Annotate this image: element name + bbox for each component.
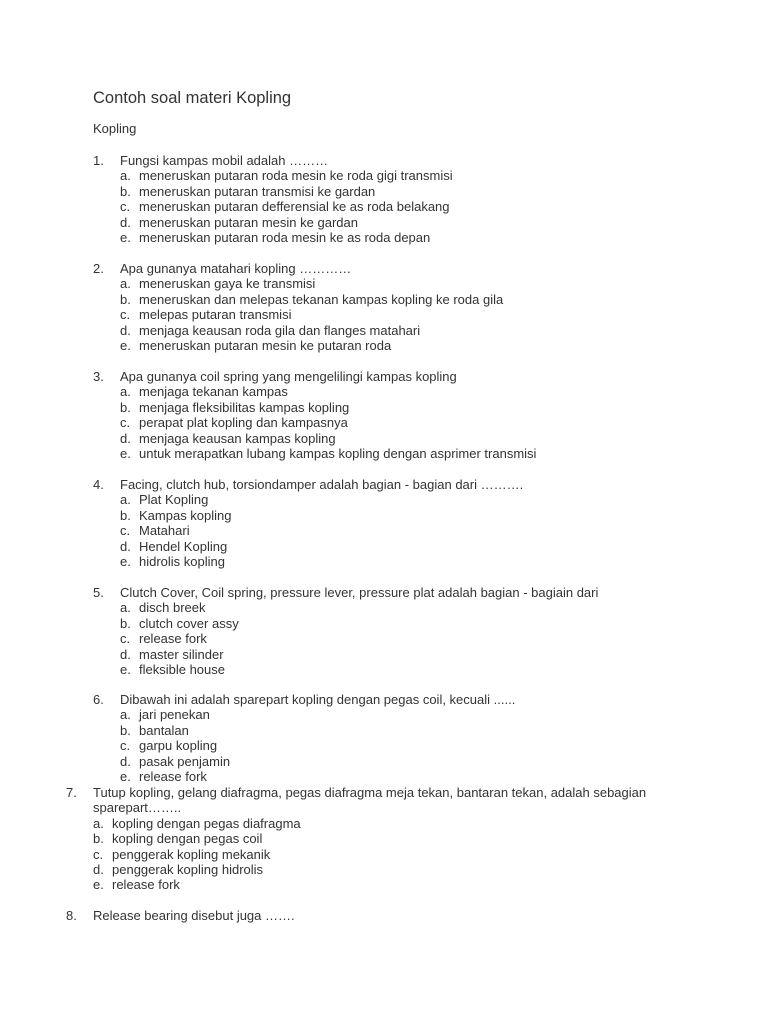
option-text: release fork — [112, 877, 180, 893]
option-d — [120, 215, 733, 230]
question-number: 4. — [93, 477, 104, 492]
option-letter: a. — [120, 384, 131, 400]
option-c — [120, 523, 733, 538]
option-text: menjaga tekanan kampas — [139, 384, 288, 400]
option-a — [120, 492, 733, 507]
option-a — [120, 384, 733, 399]
option-letter: d. — [120, 538, 131, 554]
option-letter: b. — [120, 507, 131, 523]
option-letter: e. — [120, 338, 131, 354]
option-d — [120, 539, 733, 554]
option-text: menjaga keausan roda gila dan flanges matahari — [139, 322, 421, 338]
option-text: pasak penjamin — [139, 753, 231, 769]
option-text: penggerak kopling hidrolis — [112, 862, 264, 878]
option-list — [93, 276, 733, 353]
option-e — [120, 769, 733, 784]
option-letter: d. — [120, 430, 131, 446]
option-letter: b. — [93, 831, 104, 847]
option-a — [120, 600, 733, 615]
question-text: Fungsi kampas mobil adalah ……… — [120, 153, 329, 168]
option-text: release fork — [139, 769, 207, 785]
option-d — [120, 647, 733, 662]
option-letter: d. — [120, 753, 131, 769]
option-letter: b. — [120, 399, 131, 415]
option-text: meneruskan putaran mesin ke gardan — [139, 214, 358, 230]
question-number: 1. — [93, 153, 104, 168]
document-title: Contoh soal materi Kopling — [93, 89, 292, 107]
option-list — [93, 707, 733, 784]
option-letter: c. — [120, 631, 131, 647]
option-text: clutch cover assy — [139, 615, 239, 631]
option-a — [120, 168, 733, 183]
option-text: release fork — [139, 631, 207, 647]
option-text: meneruskan putaran mesin ke putaran roda — [139, 338, 392, 354]
option-letter: c. — [120, 199, 131, 215]
option-text: master silinder — [139, 646, 224, 662]
option-text: Kampas kopling — [139, 507, 232, 523]
question-number: 7. — [66, 785, 77, 800]
option-list — [93, 168, 733, 245]
option-c — [120, 415, 733, 430]
option-e — [120, 446, 733, 461]
section-subtitle: Kopling — [93, 121, 137, 136]
option-text: garpu kopling — [139, 738, 218, 754]
question-text: Clutch Cover, Coil spring, pressure lever, pressure plat adalah bagian - bagiain dari — [120, 585, 599, 600]
option-letter: a. — [120, 168, 131, 184]
question-text: Release bearing disebut juga ……. — [93, 908, 295, 923]
option-letter: d. — [120, 322, 131, 338]
option-letter: d. — [120, 214, 131, 230]
option-text: meneruskan dan melepas tekanan kampas kopling ke roda gila — [139, 291, 504, 307]
option-letter: d. — [93, 862, 104, 878]
option-letter: c. — [120, 415, 131, 431]
option-letter: a. — [120, 492, 131, 508]
option-b — [120, 292, 733, 307]
option-letter: e. — [93, 877, 104, 893]
option-letter: b. — [120, 291, 131, 307]
question-text: Apa gunanya coil spring yang mengelilingi kampas kopling — [120, 369, 457, 384]
option-letter: a. — [120, 707, 131, 723]
option-text: bantalan — [139, 722, 189, 738]
option-letter: e. — [120, 446, 131, 462]
option-e — [120, 230, 733, 245]
question-number: 3. — [93, 369, 104, 384]
option-text: disch breek — [139, 600, 206, 616]
option-text: Matahari — [139, 523, 190, 539]
option-c — [93, 847, 706, 862]
option-letter: b. — [120, 183, 131, 199]
question-number: 8. — [66, 908, 77, 923]
option-text: Plat Kopling — [139, 492, 209, 508]
option-list — [66, 816, 706, 893]
option-letter: c. — [120, 523, 131, 539]
option-text: fleksible house — [139, 662, 225, 678]
option-list — [93, 384, 733, 461]
option-b — [120, 616, 733, 631]
option-text: meneruskan putaran defferensial ke as roda belakang — [139, 199, 450, 215]
option-c — [120, 199, 733, 214]
option-letter: e. — [120, 554, 131, 570]
option-d — [120, 431, 733, 446]
option-letter: e. — [120, 769, 131, 785]
option-b — [120, 400, 733, 415]
option-text: jari penekan — [139, 707, 210, 723]
option-b — [120, 723, 733, 738]
option-d — [120, 323, 733, 338]
question-number: 5. — [93, 585, 104, 600]
option-letter: a. — [120, 276, 131, 292]
option-b — [120, 508, 733, 523]
option-b — [120, 184, 733, 199]
option-letter: a. — [93, 815, 104, 831]
option-text: meneruskan putaran roda mesin ke roda gigi transmisi — [139, 168, 453, 184]
option-text: melepas putaran transmisi — [139, 307, 292, 323]
option-list — [93, 492, 733, 569]
option-letter: d. — [120, 646, 131, 662]
question-5 — [93, 585, 733, 677]
option-letter: a. — [120, 600, 131, 616]
option-b — [93, 831, 706, 846]
option-letter: c. — [120, 307, 131, 323]
option-e — [93, 877, 706, 892]
option-letter: c. — [120, 738, 131, 754]
question-3 — [93, 369, 733, 461]
option-c — [120, 307, 733, 322]
option-text: menjaga fleksibilitas kampas kopling — [139, 399, 350, 415]
option-letter: b. — [120, 615, 131, 631]
option-text: meneruskan gaya ke transmisi — [139, 276, 316, 292]
question-1 — [93, 153, 733, 245]
option-e — [120, 662, 733, 677]
option-e — [120, 554, 733, 569]
option-text: menjaga keausan kampas kopling — [139, 430, 336, 446]
question-7 — [66, 785, 706, 893]
option-letter: c. — [93, 846, 104, 862]
option-c — [120, 738, 733, 753]
question-text: Dibawah ini adalah sparepart kopling dengan pegas coil, kecuali ...... — [120, 692, 516, 707]
option-text: meneruskan putaran transmisi ke gardan — [139, 183, 376, 199]
option-text: Hendel Kopling — [139, 538, 228, 554]
question-2 — [93, 261, 733, 353]
option-text: penggerak kopling mekanik — [112, 846, 271, 862]
option-a — [120, 276, 733, 291]
option-text: untuk merapatkan lubang kampas kopling dengan asprimer transmisi — [139, 446, 537, 462]
question-8 — [66, 908, 706, 923]
option-letter: e. — [120, 230, 131, 246]
option-c — [120, 631, 733, 646]
option-text: kopling dengan pegas coil — [112, 831, 263, 847]
option-d — [93, 862, 706, 877]
question-text: Tutup kopling, gelang diafragma, pegas diafragma meja tekan, bantaran tekan, adalah sebagian sparepart…….. — [93, 785, 647, 816]
option-text: hidrolis kopling — [139, 554, 225, 570]
option-text: perapat plat kopling dan kampasnya — [139, 415, 348, 431]
option-a — [93, 816, 706, 831]
question-6 — [93, 692, 733, 784]
option-e — [120, 338, 733, 353]
option-text: kopling dengan pegas diafragma — [112, 815, 301, 831]
question-number: 6. — [93, 692, 104, 707]
option-letter: b. — [120, 722, 131, 738]
option-list — [93, 600, 733, 677]
question-number: 2. — [93, 261, 104, 276]
question-4 — [93, 477, 733, 569]
option-a — [120, 707, 733, 722]
question-text: Facing, clutch hub, torsiondamper adalah bagian - bagian dari ………. — [120, 477, 524, 492]
option-letter: e. — [120, 662, 131, 678]
question-text: Apa gunanya matahari kopling ………… — [120, 261, 352, 276]
option-d — [120, 754, 733, 769]
option-text: meneruskan putaran roda mesin ke as roda depan — [139, 230, 431, 246]
